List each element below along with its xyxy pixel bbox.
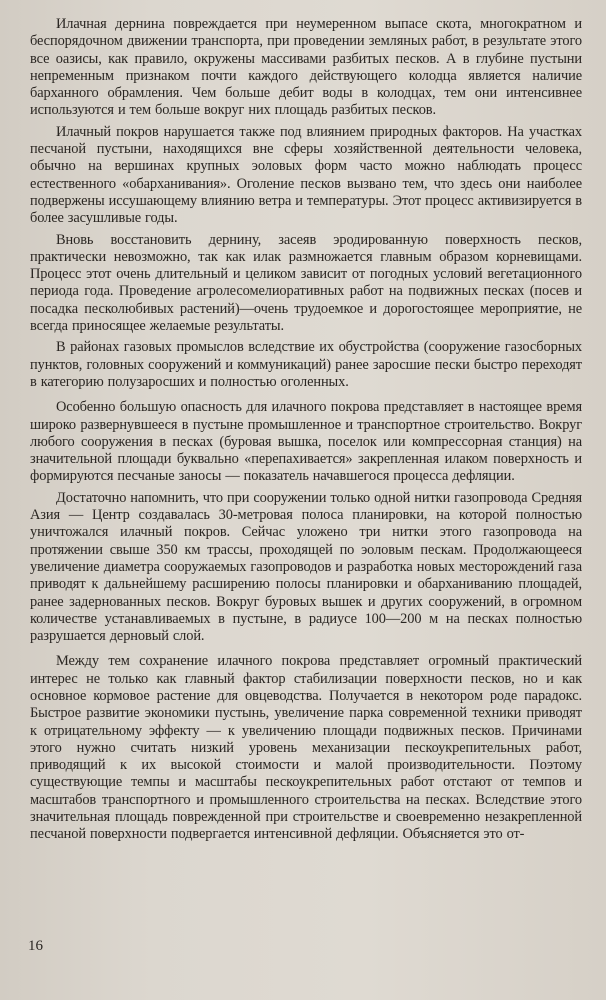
paragraph-1: Илачная дернина повреждается при неумеренном выпасе скота, многократном и беспорядочном движении транспорта, при проведении земляных работ, в результате этого все оазисы, как правило, окружены массивами разбитых песков. А в глубине пустыни непременным признаком почти каждого действующего колодца является наличие барханного обрамления. Чем больше дебит воды в колодцах, тем они интенсивнее используются и тем больше вокруг них площадь разбитых песков. bbox=[30, 16, 582, 119]
paragraph-6: Достаточно напомнить, что при сооружении только одной нитки газопровода Средняя Азия — Центр создавалась 30-метровая полоса планировки, на которой полностью уничтожался илачный покров. Сейчас уложено три нитки этого газопровода на протяжении свыше 350 км трассы, проходящей по эоловым пескам. Продолжающееся увеличение диаметра сооружаемых газопроводов и разработка новых месторождений газа приводят к дальнейшему расширению полосы планировки и обарханиванию площадей, ранее задернованных песков. Вокруг буровых вышек и других сооружений, в огромном количестве устанавливаемых в пустыне, в радиусе 100—200 м на песках полностью разрушается дерновый слой. bbox=[30, 489, 582, 645]
page-number: 16 bbox=[28, 938, 43, 954]
paragraph-2: Илачный покров нарушается также под влиянием природных факторов. На участках песчаной пустыни, находящихся вне сферы хозяйственной деятельности человека, обычно на вершинах крупных эоловых форм часто можно наблюдать процесс естественного «обарханивания». Оголение песков вызвано тем, что здесь они наиболее подвержены иссушающему влиянию ветра и температуры. Этот процесс активизируется в более засушливые годы. bbox=[30, 123, 582, 227]
paragraph-3: Вновь восстановить дернину, засеяв эродированную поверхность песков, практически невозможно, так как илак размножается главным образом корневищами. Процесс этот очень длительный и целиком зависит от погодных условий вегетационного периода года. Проведение агролесомелиоративных работ на подвижных песках (посев и посадка песколюбивых растений)—очень трудоемкое и дорогостоящее мероприятие, не всегда приносящее желаемые результаты. bbox=[30, 231, 582, 335]
paragraph-4: В районах газовых промыслов вследствие их обустройства (сооружение газосборных пунктов, головных сооружений и коммуникаций) ранее заросшие пески быстро переходят в категорию полузаросших и полностью оголенных. bbox=[30, 339, 582, 390]
paragraph-7: Между тем сохранение илачного покрова представляет огромный практический интерес не только как главный фактор стабилизации поверхности песков, но и как основное кормовое растение для овцеводства. Получается в некотором роде парадокс. Быстрое развитие экономики пустынь, увеличение парка современной техники приводят к отрицательному эффекту — к увеличению площади подвижных песков. Причинами этого нужно считать низкий уровень механизации пескоукрепительных работ, приводящий к их высокой стоимости и малой производительности. Поэтому существующие темпы и масштабы пескоукрепительных работ отстают от темпов и масштабов транспортного и промышленного строительства на песках. Вследствие этого значительная площадь поврежденной при строительстве и своевременно незакрепленной песчаной поверхности подвергается интенсивной дефляции. Объясняется это от- bbox=[30, 653, 582, 843]
paragraph-5: Особенно большую опасность для илачного покрова представляет в настоящее время широко развернувшееся в пустыне промышленное и транспортное строительство. Вокруг любого сооружения в песках (буровая вышка, поселок или компрессорная станция) на значительной площади буквально «перепахивается» закрепленная илаком поверхность и формируются песчаные заносы — показатель начавшегося процесса дефляции. bbox=[30, 399, 582, 485]
